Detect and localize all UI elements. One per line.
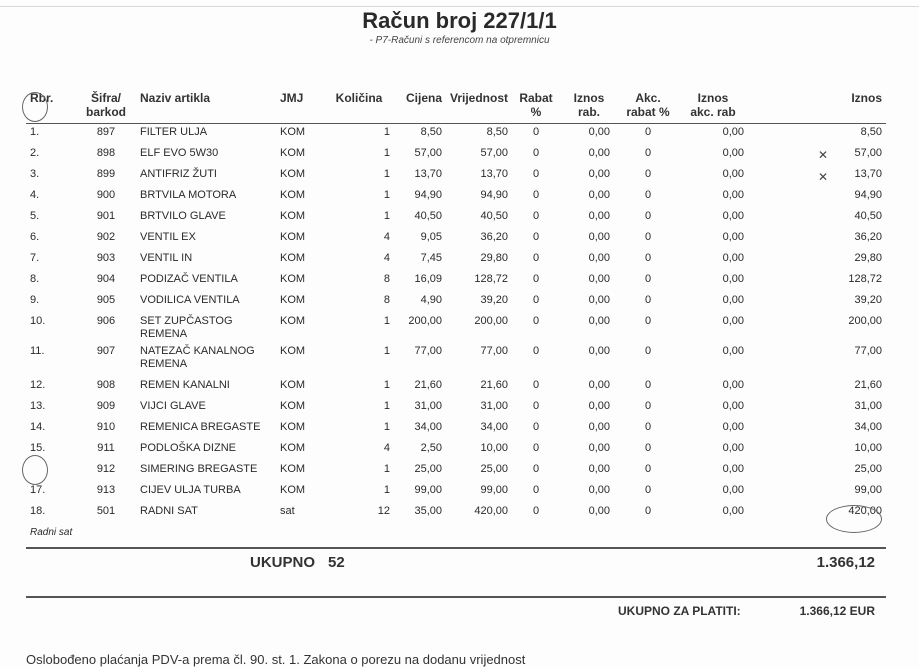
row-naziv: BRTVILA MOTORA (140, 188, 237, 201)
row-akc-rabat: 0 (644, 378, 652, 391)
table-row (26, 343, 886, 377)
table-row (26, 229, 886, 250)
row-jmj: KOM (280, 230, 306, 243)
row-iznos: 40,50 (854, 209, 882, 222)
row-iznos-rab: 0,00 (588, 167, 610, 180)
row-jmj: KOM (280, 209, 306, 222)
row-iznos-akc: 0,00 (722, 483, 744, 496)
row-iznos-rab: 0,00 (588, 314, 610, 327)
row-iznos: 8,50 (860, 126, 882, 138)
row-sifra: 907 (96, 344, 116, 357)
row-sifra: 905 (96, 293, 116, 306)
row-sifra: 903 (96, 251, 116, 264)
row-iznos-akc: 0,00 (722, 504, 744, 517)
row-iznos-akc: 0,00 (722, 272, 744, 285)
row-sifra: 501 (96, 504, 116, 517)
header-naziv: Naziv artikla (136, 88, 276, 124)
row-naziv: SIMERING BREGASTE (140, 462, 258, 475)
row-jmj: KOM (280, 462, 306, 475)
row-rabat: 0 (532, 504, 540, 517)
row-vrijednost: 40,50 (480, 209, 508, 222)
row-cijena: 7,45 (420, 251, 442, 264)
row-cijena: 16,09 (414, 272, 442, 285)
row-iznos-rab: 0,00 (588, 251, 610, 264)
row-cijena: 77,00 (414, 344, 442, 357)
row-kolicina: 1 (383, 420, 390, 433)
row-iznos-rab: 0,00 (588, 462, 610, 475)
row-rbr: 8. (30, 272, 40, 285)
row-rbr: 2. (30, 146, 40, 159)
row-iznos-akc: 0,00 (722, 441, 744, 454)
row-iznos: 77,00 (854, 344, 882, 357)
row-iznos-akc: 0,00 (722, 230, 744, 243)
row-iznos-akc: 0,00 (722, 126, 744, 138)
row-cijena: 99,00 (414, 483, 442, 496)
row-iznos: 36,20 (854, 230, 882, 243)
table-row (26, 503, 886, 524)
row-rabat: 0 (532, 251, 540, 264)
row-rbr: 1. (30, 126, 40, 138)
row-cijena: 57,00 (414, 146, 442, 159)
top-divider (0, 6, 919, 7)
row-jmj: KOM (280, 441, 306, 454)
row-cijena: 200,00 (408, 314, 442, 327)
row-vrijednost: 99,00 (480, 483, 508, 496)
table-row (26, 377, 886, 398)
table-row (26, 124, 886, 145)
row-akc-rabat: 0 (644, 251, 652, 264)
row-sifra: 899 (96, 167, 116, 180)
header-akc-rabat: Akc. rabat % (618, 88, 678, 124)
table-row (26, 461, 886, 482)
row-kolicina: 1 (383, 146, 390, 159)
row-rabat: 0 (532, 420, 540, 433)
row-kolicina: 1 (383, 126, 390, 138)
row-naziv: BRTVILO GLAVE (140, 209, 226, 222)
row-rbr: 3. (30, 167, 40, 180)
table-row (26, 292, 886, 313)
row-iznos: 200,00 (848, 314, 882, 327)
row-naziv: VODILICA VENTILA (140, 293, 240, 306)
table-row (26, 166, 886, 187)
row-rabat: 0 (532, 344, 540, 357)
row-kolicina: 1 (383, 399, 390, 412)
row-sifra: 897 (96, 126, 116, 138)
row-iznos: 13,70 (854, 167, 882, 180)
row-cijena: 4,90 (420, 293, 442, 306)
row-akc-rabat: 0 (644, 167, 652, 180)
note-row (26, 524, 886, 545)
row-cijena: 9,05 (420, 230, 442, 243)
row-sifra: 910 (96, 420, 116, 433)
row-cijena: 34,00 (414, 420, 442, 433)
row-iznos: 29,80 (854, 251, 882, 264)
row-naziv: REMEN KANALNI (140, 378, 230, 391)
row-kolicina: 1 (383, 314, 390, 327)
table-row (26, 398, 886, 419)
header-iznos: Iznos (748, 88, 886, 124)
row-iznos: 39,20 (854, 293, 882, 306)
row-cijena: 35,00 (414, 504, 442, 517)
row-sifra: 906 (96, 314, 116, 327)
row-iznos-akc: 0,00 (722, 378, 744, 391)
row-vrijednost: 94,90 (480, 188, 508, 201)
row-iznos-rab: 0,00 (588, 344, 610, 357)
row-rbr: 17. (30, 483, 46, 496)
row-kolicina: 4 (383, 441, 390, 454)
row-rbr: 5. (30, 209, 40, 222)
pen-tick-mark: ✕ (818, 170, 829, 184)
row-kolicina: 1 (383, 378, 390, 391)
row-jmj: KOM (280, 314, 306, 327)
row-iznos-rab: 0,00 (588, 378, 610, 391)
row-iznos-rab: 0,00 (588, 272, 610, 285)
row-cijena: 2,50 (420, 441, 442, 454)
row-rabat: 0 (532, 146, 540, 159)
row-iznos-akc: 0,00 (722, 314, 744, 327)
row-note: Radni sat (30, 526, 73, 538)
row-rabat: 0 (532, 399, 540, 412)
row-kolicina: 1 (383, 209, 390, 222)
row-jmj: sat (280, 504, 295, 517)
row-cijena: 8,50 (420, 126, 442, 138)
vat-exemption-note: Oslobođeno plaćanja PDV-a prema čl. 90. st. 1. Zakona o porezu na dodanu vrijednost (26, 652, 526, 667)
row-kolicina: 1 (383, 483, 390, 496)
row-iznos-akc: 0,00 (722, 209, 744, 222)
row-naziv: REMENICA BREGASTE (140, 420, 261, 433)
row-akc-rabat: 0 (644, 420, 652, 433)
row-iznos: 99,00 (854, 483, 882, 496)
row-iznos-rab: 0,00 (588, 441, 610, 454)
row-rabat: 0 (532, 441, 540, 454)
row-iznos-rab: 0,00 (588, 483, 610, 496)
row-rbr: 9. (30, 293, 40, 306)
invoice-items-table (26, 88, 886, 545)
payment-label: UKUPNO ZA PLATITI: (618, 604, 741, 618)
row-rabat: 0 (532, 462, 540, 475)
table-row (26, 440, 886, 461)
row-kolicina: 1 (383, 462, 390, 475)
row-rabat: 0 (532, 230, 540, 243)
row-naziv: PODLOŠKA DIZNE (140, 441, 236, 454)
header-iznos-akc: Iznos akc. rab (678, 88, 748, 124)
row-vrijednost: 200,00 (474, 314, 508, 327)
row-iznos-akc: 0,00 (722, 188, 744, 201)
row-iznos-akc: 0,00 (722, 344, 744, 357)
row-vrijednost: 21,60 (480, 378, 508, 391)
row-naziv: ANTIFRIZ ŽUTI (140, 167, 217, 180)
pen-circle-mark (22, 455, 48, 485)
row-iznos-akc: 0,00 (722, 293, 744, 306)
row-akc-rabat: 0 (644, 314, 652, 327)
row-jmj: KOM (280, 399, 306, 412)
row-cijena: 94,90 (414, 188, 442, 201)
row-vrijednost: 77,00 (480, 344, 508, 357)
row-rabat: 0 (532, 167, 540, 180)
row-iznos-rab: 0,00 (588, 126, 610, 138)
row-sifra: 911 (97, 441, 115, 454)
row-cijena: 13,70 (414, 167, 442, 180)
header-vrijednost: Vrijednost (446, 88, 512, 124)
row-naziv: CIJEV ULJA TURBA (140, 483, 241, 496)
row-rabat: 0 (532, 188, 540, 201)
row-vrijednost: 29,80 (480, 251, 508, 264)
row-jmj: KOM (280, 420, 306, 433)
row-naziv: NATEZAČ KANALNOG REMENA (140, 344, 255, 370)
row-iznos-akc: 0,00 (722, 251, 744, 264)
row-sifra: 909 (96, 399, 116, 412)
row-sifra: 913 (96, 483, 116, 496)
row-sifra: 900 (96, 188, 116, 201)
row-naziv: PODIZAČ VENTILA (140, 272, 238, 285)
row-rabat: 0 (532, 209, 540, 222)
pen-circle-mark (826, 505, 882, 533)
row-jmj: KOM (280, 251, 306, 264)
table-row (26, 208, 886, 229)
table-row (26, 482, 886, 503)
invoice-subtitle: - P7-Računi s referencom na otpremnicu (369, 35, 550, 46)
row-kolicina: 4 (383, 251, 390, 264)
header-sifra: Šifra/ barkod (76, 88, 136, 124)
row-jmj: KOM (280, 293, 306, 306)
pen-tick-mark: ✕ (818, 148, 829, 162)
row-iznos-akc: 0,00 (722, 420, 744, 433)
total-label: UKUPNO (250, 554, 316, 571)
row-rabat: 0 (532, 378, 540, 391)
row-rbr: 10. (30, 314, 46, 327)
row-sifra: 902 (96, 230, 116, 243)
row-iznos: 128,72 (848, 272, 882, 285)
row-akc-rabat: 0 (644, 483, 652, 496)
row-iznos-akc: 0,00 (722, 167, 744, 180)
header-rabat: Rabat % (512, 88, 560, 124)
row-sifra: 898 (96, 146, 116, 159)
row-akc-rabat: 0 (644, 188, 652, 201)
row-vrijednost: 39,20 (480, 293, 508, 306)
row-akc-rabat: 0 (644, 344, 652, 357)
row-vrijednost: 31,00 (480, 399, 508, 412)
row-akc-rabat: 0 (644, 462, 652, 475)
row-akc-rabat: 0 (644, 209, 652, 222)
row-vrijednost: 34,00 (480, 420, 508, 433)
invoice-title: Račun broj 227/1/1 (362, 8, 557, 33)
row-rbr: 11. (30, 344, 45, 357)
row-kolicina: 12 (377, 504, 390, 517)
row-vrijednost: 25,00 (480, 462, 508, 475)
row-cijena: 21,60 (414, 378, 442, 391)
row-rbr: 4. (30, 188, 40, 201)
row-kolicina: 8 (383, 293, 390, 306)
row-iznos-rab: 0,00 (588, 504, 610, 517)
row-iznos-akc: 0,00 (722, 146, 744, 159)
row-vrijednost: 13,70 (480, 167, 508, 180)
header-rbr: Rbr. (26, 88, 76, 124)
table-row (26, 313, 886, 343)
table-row (26, 187, 886, 208)
row-jmj: KOM (280, 126, 306, 138)
row-vrijednost: 57,00 (480, 146, 508, 159)
row-akc-rabat: 0 (644, 504, 652, 517)
total-quantity: 52 (328, 554, 345, 571)
row-akc-rabat: 0 (644, 399, 652, 412)
pen-circle-mark (22, 92, 48, 122)
row-cijena: 25,00 (414, 462, 442, 475)
row-akc-rabat: 0 (644, 146, 652, 159)
table-row (26, 145, 886, 166)
row-kolicina: 1 (383, 188, 390, 201)
row-sifra: 904 (96, 272, 116, 285)
row-iznos: 25,00 (854, 462, 882, 475)
row-vrijednost: 36,20 (480, 230, 508, 243)
row-rbr: 14. (30, 420, 46, 433)
row-jmj: KOM (280, 167, 306, 180)
row-vrijednost: 420,00 (474, 504, 508, 517)
row-iznos-rab: 0,00 (588, 420, 610, 433)
row-jmj: KOM (280, 188, 306, 201)
row-sifra: 901 (96, 209, 116, 222)
header-kolicina: Količina (324, 88, 394, 124)
row-iznos-akc: 0,00 (722, 462, 744, 475)
row-akc-rabat: 0 (644, 293, 652, 306)
row-iznos: 420,00 (848, 504, 882, 517)
row-iznos: 57,00 (854, 146, 882, 159)
row-naziv: SET ZUPČASTOG REMENA (140, 314, 233, 340)
row-jmj: KOM (280, 483, 306, 496)
row-jmj: KOM (280, 378, 306, 391)
row-rbr: 6. (30, 230, 40, 243)
row-cijena: 40,50 (414, 209, 442, 222)
row-vrijednost: 128,72 (474, 272, 508, 285)
row-vrijednost: 8,50 (486, 126, 508, 138)
row-iznos-rab: 0,00 (588, 399, 610, 412)
row-rbr: 18. (30, 504, 46, 517)
row-iznos: 21,60 (854, 378, 882, 391)
row-rabat: 0 (532, 126, 540, 138)
table-row (26, 419, 886, 440)
row-rbr: 13. (30, 399, 46, 412)
row-akc-rabat: 0 (644, 441, 652, 454)
row-jmj: KOM (280, 272, 306, 285)
row-kolicina: 8 (383, 272, 390, 285)
row-naziv: VENTIL EX (140, 230, 196, 243)
row-kolicina: 1 (383, 167, 390, 180)
row-vrijednost: 10,00 (480, 441, 508, 454)
row-sifra: 908 (96, 378, 116, 391)
header-cijena: Cijena (394, 88, 446, 124)
row-iznos: 94,90 (854, 188, 882, 201)
row-cijena: 31,00 (414, 399, 442, 412)
row-jmj: KOM (280, 146, 306, 159)
row-iznos-rab: 0,00 (588, 146, 610, 159)
row-akc-rabat: 0 (644, 272, 652, 285)
row-naziv: VENTIL IN (140, 251, 193, 264)
table-header-row (26, 88, 886, 124)
row-kolicina: 4 (383, 230, 390, 243)
row-rabat: 0 (532, 483, 540, 496)
row-rabat: 0 (532, 293, 540, 306)
payment-divider (26, 596, 886, 598)
row-iznos-rab: 0,00 (588, 209, 610, 222)
row-rabat: 0 (532, 272, 540, 285)
row-iznos-rab: 0,00 (588, 293, 610, 306)
row-iznos: 10,00 (854, 441, 882, 454)
row-jmj: KOM (280, 344, 306, 357)
row-rbr: 15. (30, 441, 46, 454)
table-row (26, 250, 886, 271)
table-row (26, 271, 886, 292)
total-amount: 1.366,12 (816, 554, 875, 571)
row-naziv: RADNI SAT (140, 504, 198, 517)
row-naziv: ELF EVO 5W30 (140, 146, 219, 159)
total-divider (26, 547, 886, 549)
row-sifra: 912 (96, 462, 116, 475)
row-akc-rabat: 0 (644, 126, 652, 138)
row-iznos-rab: 0,00 (588, 188, 610, 201)
row-naziv: FILTER ULJA (140, 126, 208, 138)
row-iznos: 34,00 (854, 420, 882, 433)
header-iznos-rab: Iznos rab. (560, 88, 618, 124)
row-rbr: 7. (30, 251, 40, 264)
row-naziv: VIJCI GLAVE (140, 399, 206, 412)
payment-amount: 1.366,12 EUR (799, 604, 875, 618)
row-akc-rabat: 0 (644, 230, 652, 243)
row-rbr: 12. (30, 378, 46, 391)
header-jmj: JMJ (276, 88, 324, 124)
row-iznos-rab: 0,00 (588, 230, 610, 243)
row-kolicina: 1 (383, 344, 390, 357)
row-iznos-akc: 0,00 (722, 399, 744, 412)
row-rabat: 0 (532, 314, 540, 327)
row-iznos: 31,00 (854, 399, 882, 412)
